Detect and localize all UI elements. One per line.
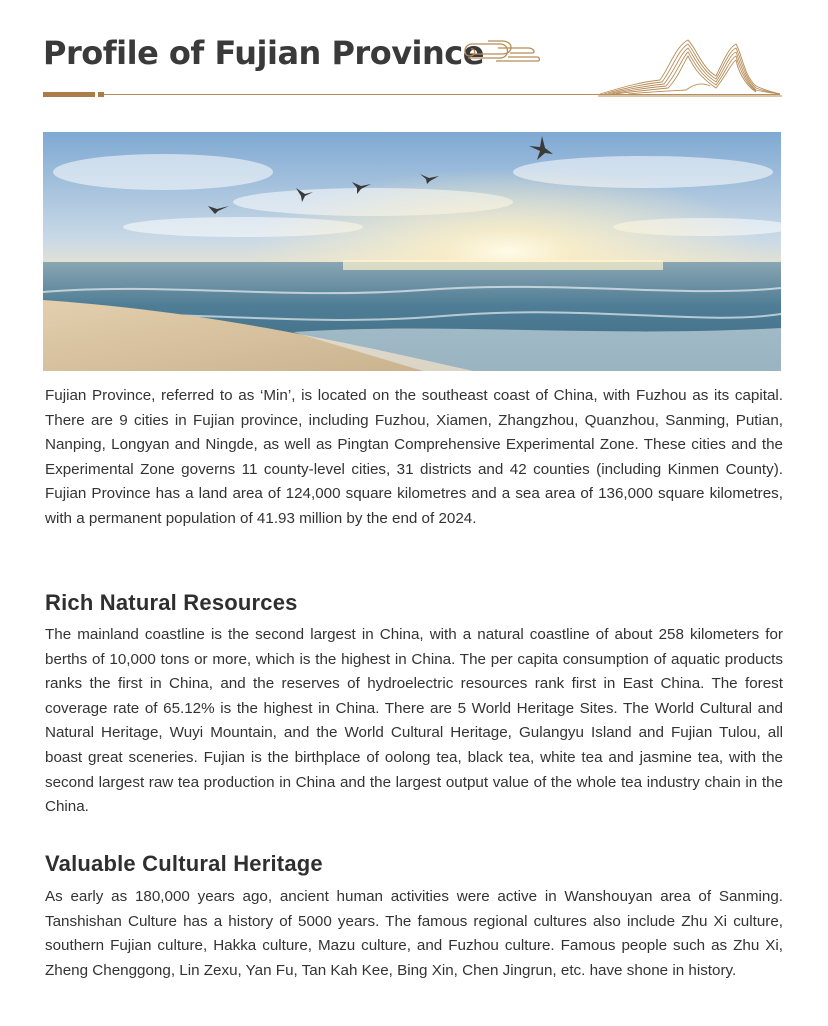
section-heading-natural-resources: Rich Natural Resources [45,590,298,615]
cultural-heritage-paragraph: As early as 180,000 years ago, ancient human activities were active in Wanshouyan area of Sanming. Tanshishan Culture has a history of 5000 years. The famous regional cultures also include Zhu Xi culture, southern Fujian culture, Hakka culture, Mazu culture, and Fuzhou culture. Famous people such as Zhu Xi, Zheng Chenggong, Lin Zexu, Yan Fu, Tan Kah Kee, Bing Xin, Chen Jingrun, etc. have shone in history. [45,888,783,979]
hero-scene [43,132,781,371]
section-heading-cultural-heritage: Valuable Cultural Heritage [45,851,323,876]
header-rule [104,94,780,95]
hero-image [43,132,781,371]
cloud-swirl-icon [458,40,542,64]
header-accent-dot [98,92,104,97]
mountains-icon [598,36,782,98]
page-title: Profile of Fujian Province [43,34,484,72]
intro-paragraph: Fujian Province, referred to as ‘Min’, is located on the southeast coast of China, with Fuzhou as its capital. There are 9 cities in Fujian province, including Fuzhou, Xiamen, Zhangzhou, Quanzhou, Sanming, Putian, Nanping, Longyan and Ningde, as well as Pingtan Comprehensive Experimental Zone. These cities and the Experimental Zone governs 11 county-level cities, 31 districts and 42 counties (including Kinmen County). Fujian Province has a land area of 124,000 square kilometres and a sea area of 136,000 square kilometres, with a permanent population of 41.93 million by the end of 2024. [45,387,783,527]
page-header [0,0,828,110]
natural-resources-paragraph: The mainland coastline is the second largest in China, with a natural coastline of about 258 kilometers for berths of 10,000 tons or more, which is the highest in China. The per capita consumption of aquatic products ranks the first in China, and the reserves of hydroelectric resources rank first in East China. The forest coverage rate of 65.12% is the highest in China. There are 5 World Heritage Sites. The World Cultural and Natural Heritage, Wuyi Mountain, and the World Cultural Heritage, Gulangyu Island and Fujian Tulou, all boast great sceneries. Fujian is the birthplace of oolong tea, black tea, white tea and jasmine tea, with the second largest raw tea production in China and the largest output value of the whole tea industry chain in the China. [45,626,783,816]
header-accent-bar [43,92,95,97]
